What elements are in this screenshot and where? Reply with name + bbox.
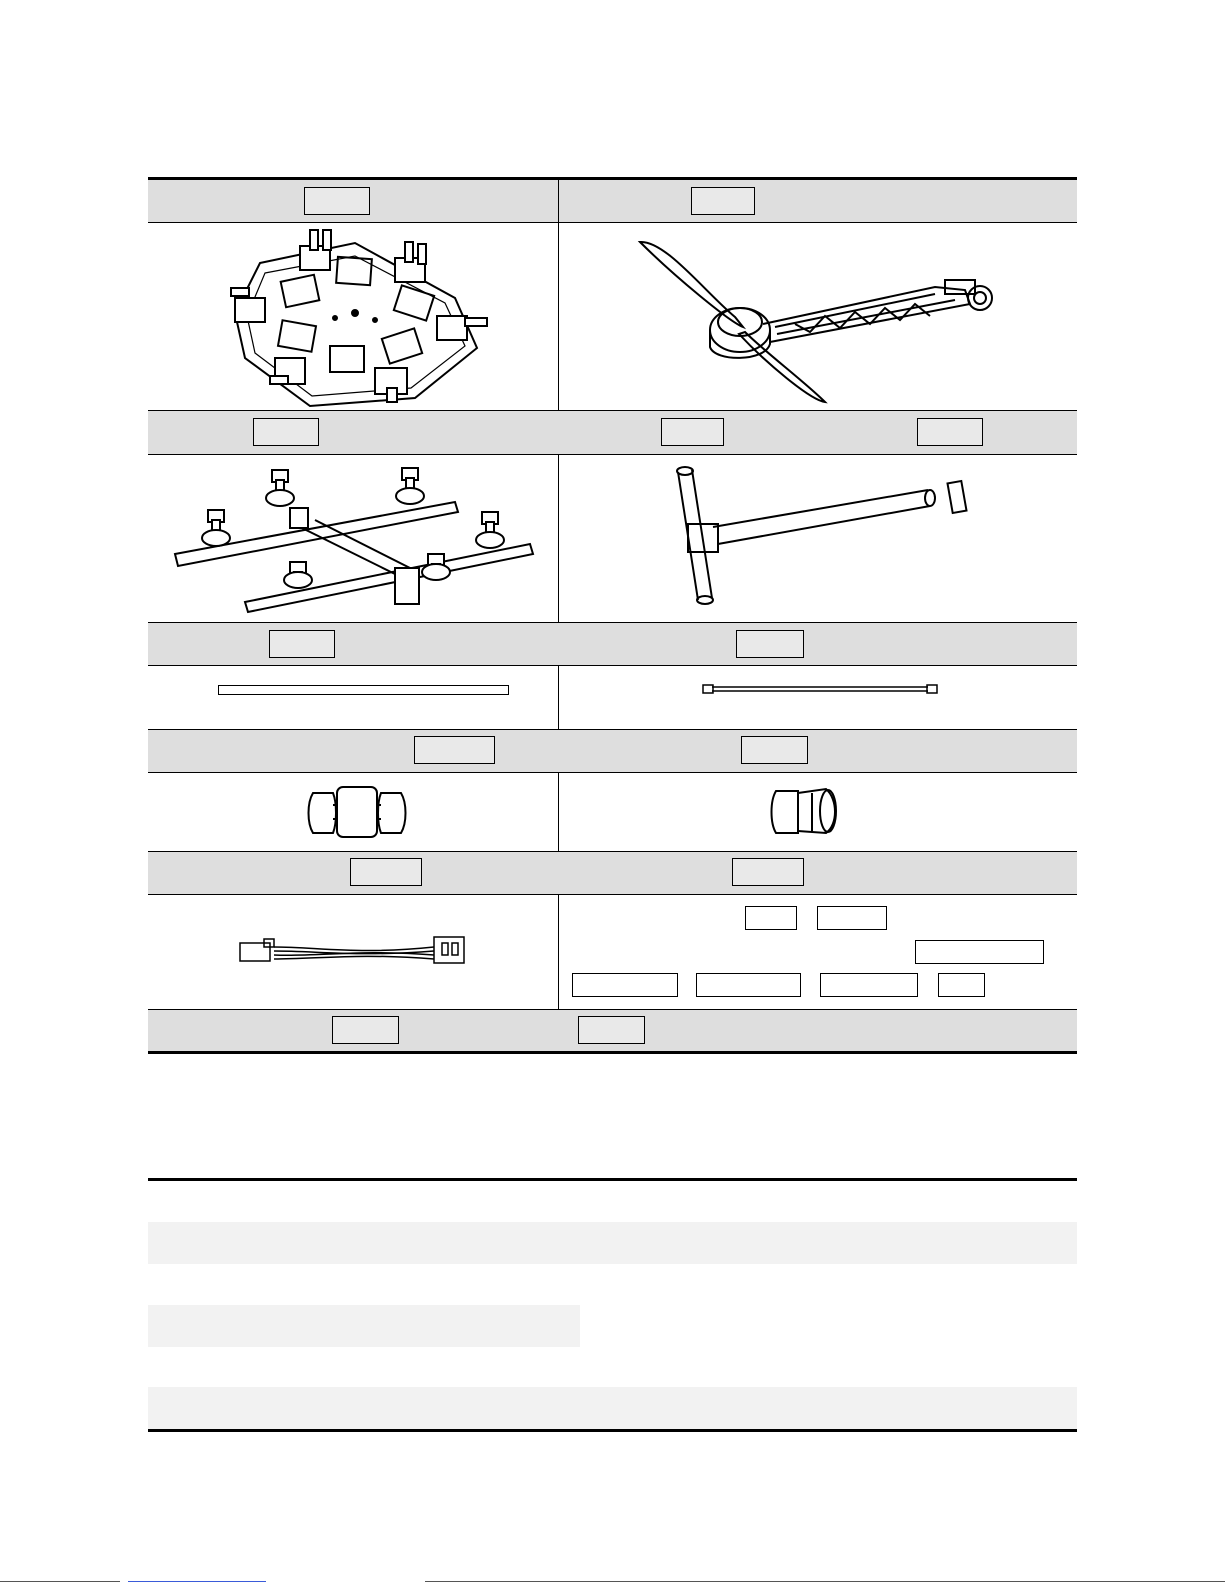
row-3-left-tag [269,630,335,658]
landing-gear-mount-illustration [170,462,540,614]
note-tag-6 [820,973,918,997]
specs-row-1 [148,1222,1077,1264]
row-2-right-tag-2 [917,418,983,446]
row-1-right-tag [691,187,755,215]
row-4-header [148,730,1077,772]
threaded-rod-illustration [700,682,940,696]
row-1-header [148,180,1077,223]
rod-illustration [218,685,509,695]
note-tag-3 [915,940,1044,964]
table-bottom-rule [148,1051,1077,1054]
landing-leg-tube-illustration [668,462,978,614]
specs-row-3 [148,1387,1077,1429]
specs-top-rule [148,1178,1077,1181]
note-tag-1 [745,906,797,930]
row-2-right-tag [661,418,724,446]
row-4-right-tag [741,736,808,764]
damper-illustration [305,783,410,841]
note-tag-4 [572,973,678,997]
specs-row-2 [148,1305,580,1347]
note-tag-7 [938,973,985,997]
footer-tag-1 [332,1016,399,1044]
cable-illustration [238,935,468,967]
row-4-left-tag [414,736,495,764]
row-2-left-tag [253,418,319,446]
row-1-left-tag [304,187,370,215]
note-tag-2 [817,906,887,930]
footer-tag-2 [578,1016,645,1044]
footer-mark-left [0,1581,120,1582]
footer-mark-right [425,1581,1225,1582]
row-5-header [148,852,1077,894]
footer-link[interactable] [128,1581,266,1582]
row-5-left-tag [350,858,422,886]
row-5-right-tag [732,858,804,886]
sleeve-illustration [768,785,843,837]
center-frame-illustration [215,228,500,408]
specs-bottom-rule [148,1429,1077,1432]
row-3-right-tag [736,630,804,658]
propeller-arm-illustration [635,232,1005,407]
note-tag-5 [696,973,801,997]
